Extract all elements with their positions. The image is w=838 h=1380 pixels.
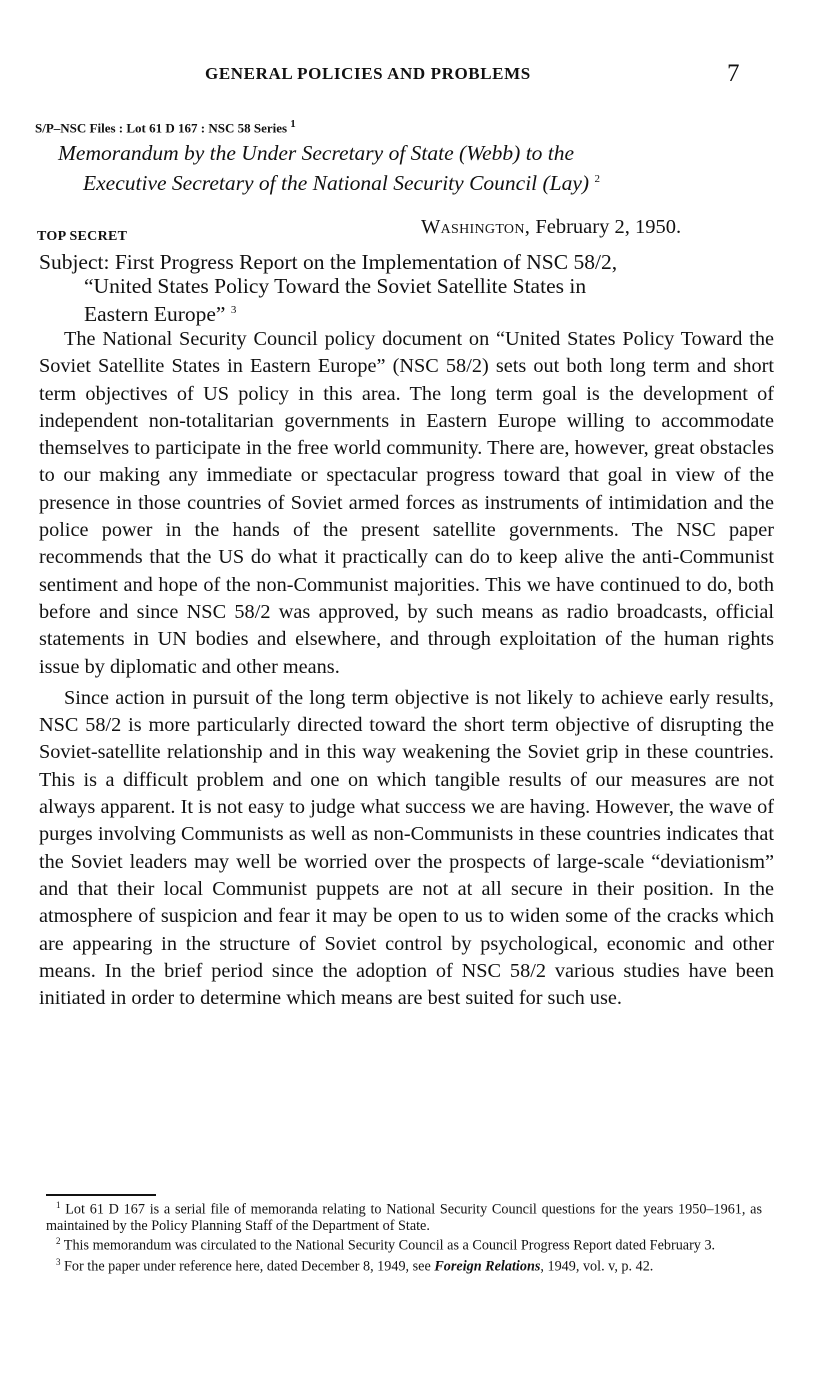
- footnote-rule: [46, 1194, 156, 1196]
- memo-title-footnote-mark: 2: [594, 173, 600, 185]
- footnote-text: This memorandum was circulated to the National Security Council as a Council Progress Report dated February 3.: [63, 1238, 716, 1255]
- footnote-mark: 3: [56, 1256, 61, 1267]
- subject: [39, 250, 779, 326]
- dateline: [421, 216, 681, 239]
- footnote-citation-rest: , 1949, vol. v, p. 42.: [540, 1258, 654, 1275]
- footnote: [46, 1234, 762, 1255]
- subject-footnote-mark: 3: [230, 304, 237, 316]
- file-reference-footnote-mark: 1: [290, 118, 296, 130]
- subject-line3-wrap: [39, 298, 779, 326]
- footnote-mark: 1: [56, 1200, 61, 1210]
- subject-line1: First Progress Report on the Implementation of NSC 58/2,: [114, 250, 618, 274]
- memo-title-line2-wrap: [58, 166, 778, 196]
- footnote-text: For the paper under reference here, dated December 8, 1949, see: [64, 1258, 431, 1275]
- footnote-citation-title: Foreign Relations: [434, 1258, 541, 1275]
- subject-line3: Eastern Europe”: [84, 302, 226, 327]
- classification: TOP SECRET: [37, 229, 128, 244]
- running-head: GENERAL POLICIES AND PROBLEMS: [205, 64, 531, 83]
- subject-label: Subject:: [39, 250, 110, 274]
- dateline-place: Washington,: [421, 216, 531, 238]
- paragraph: The National Security Council policy document on “United States Policy Toward the Soviet Satellite States in Eastern Europe” (NSC 58/2) sets out both long term and short term objectives of US policy in this area. The long term goal is the development of independent non-totalitarian governments in Eastern Europe willing to accommodate themselves to participate in the free world community. There are, however, great obstacles to our making any immediate or spectacular progress toward that goal in view of the presence in those countries of Soviet armed forces as instruments of intimidation and the police power in the hands of the present satellite governments. The NSC paper recommends that the US do what it practically can do to keep alive the anti-Communist sentiment and hope of the non-Communist majorities. This we have continued to do, both before and since NSC 58/2 was approved, by such means as radio broadcasts, official statements in UN bodies and elsewhere, and through exploitation of the human rights issue by diplomatic and other means.: [39, 328, 774, 678]
- memo-title-line1: Memorandum by the Under Secretary of State (Webb) to the: [58, 141, 575, 165]
- footnote-mark: 2: [56, 1236, 61, 1247]
- body-text: [39, 326, 774, 1016]
- file-reference-text: S/P–NSC Files : Lot 61 D 167 : NSC 58 Series: [35, 120, 288, 136]
- footnote: [46, 1198, 762, 1234]
- page-number: 7: [727, 60, 740, 87]
- paragraph: Since action in pursuit of the long term objective is not likely to achieve early results, NSC 58/2 is more particularly directed toward the short term objective of disrupting the Soviet-satellite relationship and in this way weakening the Soviet grip in these countries. This is a difficult problem and one on which tangible results of our measures are not always apparent. It is not easy to judge what success we are having. However, the wave of purges involving Communists as well as non-Communists in these countries indicates that the Soviet leaders may well be worried over the prospects of large-scale “deviationism” and that their local Communist puppets are not at all secure in their position. In the atmosphere of suspicion and fear it may be open to us to widen some of the cracks which are appearing in the structure of Soviet control by psychological, economic and other means. In the brief period since the adoption of NSC 58/2 various studies have been initiated in order to determine which means are best suited for such use.: [39, 686, 774, 1010]
- subject-line2: “United States Policy Toward the Soviet Satellite States in: [84, 274, 587, 298]
- dateline-date: February 2, 1950.: [535, 216, 682, 238]
- memo-title-line2: Executive Secretary of the National Security Council (Lay): [83, 171, 590, 196]
- file-reference: [35, 118, 296, 136]
- footnote: [46, 1255, 762, 1276]
- memo-title: [58, 140, 778, 196]
- footnotes: [46, 1198, 762, 1275]
- footnote-text: Lot 61 D 167 is a serial file of memoranda relating to National Security Council questions for the years 1950–1961, as maintained by the Policy Planning Staff of the Department of State.: [46, 1201, 763, 1234]
